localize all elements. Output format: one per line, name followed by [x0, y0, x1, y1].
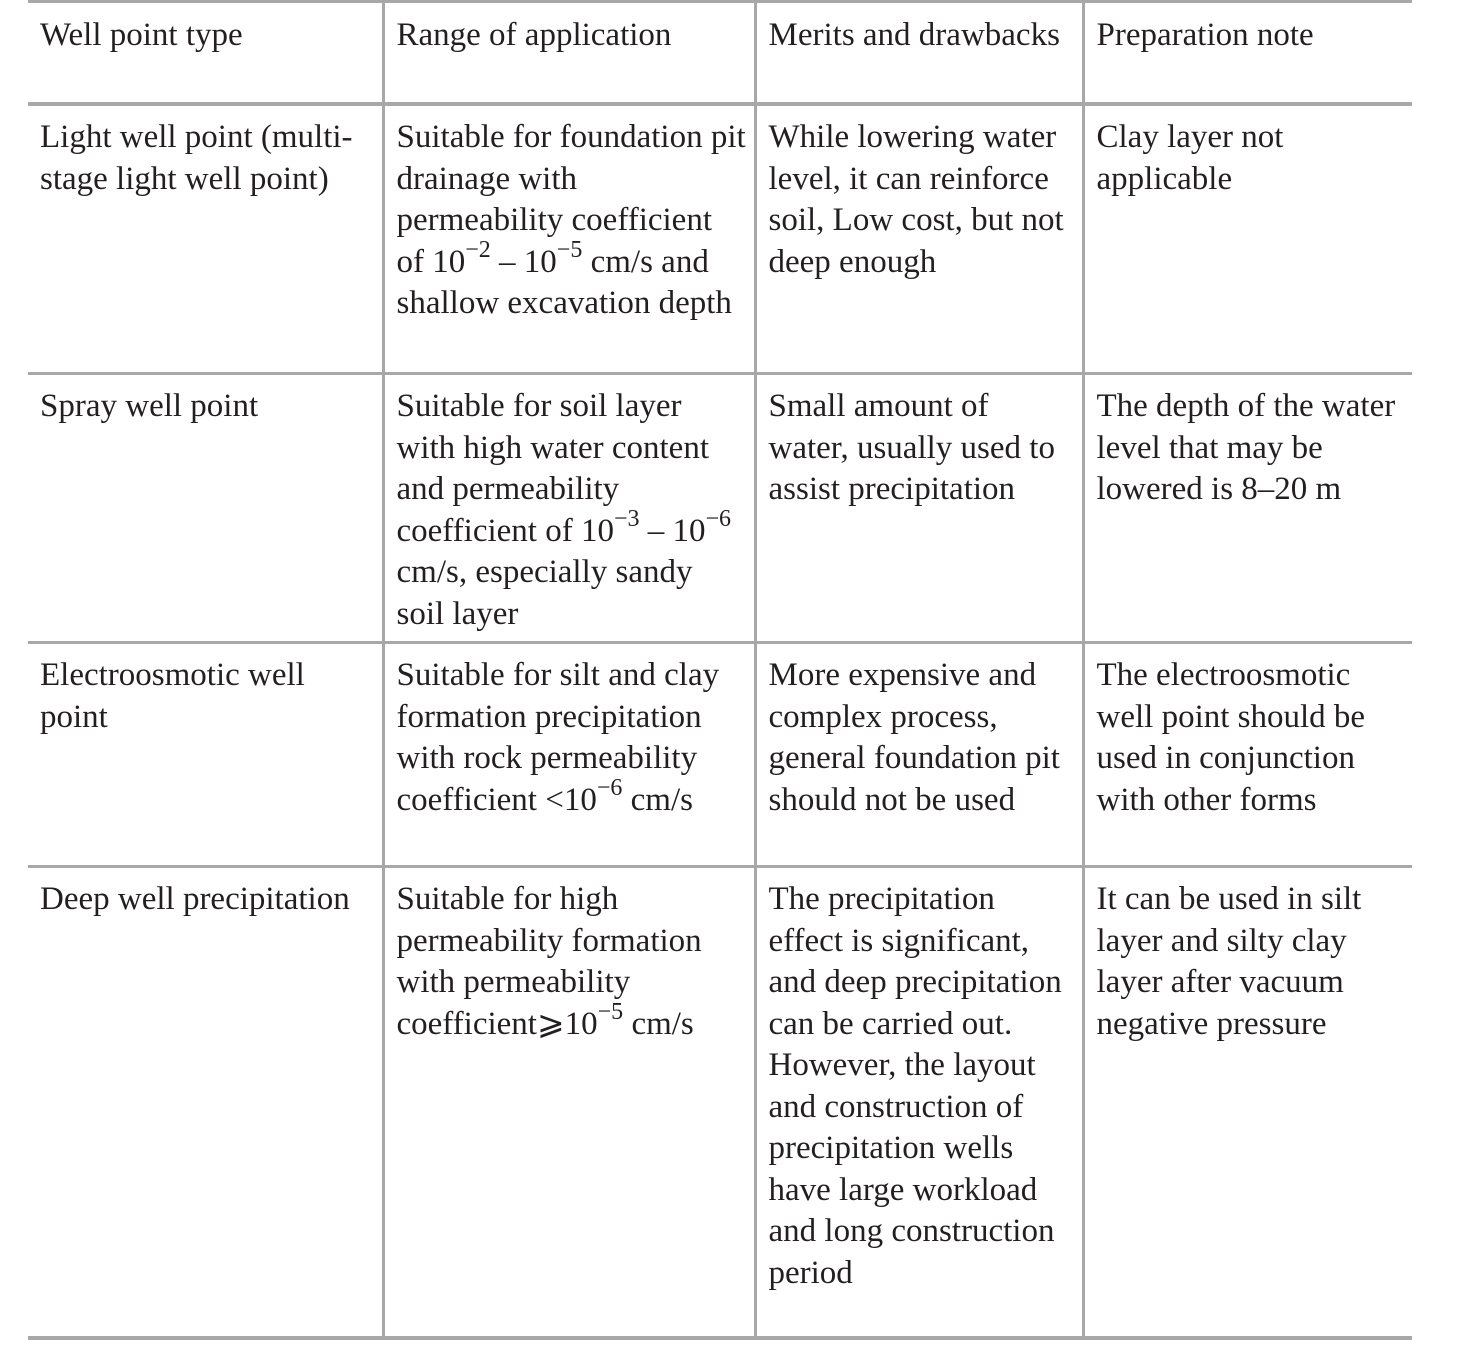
header-row [28, 2, 1412, 105]
table-header [28, 2, 1412, 105]
header-range-of-application: Range of application [383, 2, 755, 105]
cell-well-point-type: Spray well point [28, 374, 383, 643]
range-text: – 10 [490, 243, 557, 280]
cell-preparation-note: It can be used in silt layer and silty clay layer after vacuum negative pressure [1083, 867, 1412, 1339]
cell-well-point-type: Light well point (multi-stage light well point) [28, 104, 383, 374]
range-text: cm/s and shallow excavation depth [396, 243, 732, 321]
header-well-point-type: Well point type [28, 2, 383, 105]
table-row [28, 867, 1412, 1339]
well-point-table [28, 0, 1412, 1340]
cell-merits-and-drawbacks: More expensive and complex process, general foundation pit should not be used [755, 643, 1083, 867]
cell-range-of-application [383, 374, 755, 643]
range-text: cm/s [623, 1005, 694, 1042]
range-exponent: −5 [556, 236, 583, 263]
cell-range-of-application [383, 643, 755, 867]
header-preparation-note: Preparation note [1083, 2, 1412, 105]
range-text: Suitable for soil layer with high water content and permeability coefficient of 10 [396, 388, 710, 549]
range-text: Suitable for foundation pit drainage with permeability coefficient of 10 [396, 119, 746, 280]
table-row [28, 643, 1412, 867]
cell-range-of-application [383, 867, 755, 1339]
table-body [28, 104, 1412, 1338]
cell-merits-and-drawbacks: Small amount of water, usually used to assist precipitation [755, 374, 1083, 643]
range-exponent: −3 [613, 505, 640, 532]
cell-range-of-application [383, 104, 755, 374]
cell-preparation-note: The electroosmotic well point should be used in conjunction with other forms [1083, 643, 1412, 867]
cell-preparation-note: The depth of the water level that may be lowered is 8–20 m [1083, 374, 1412, 643]
range-exponent: −5 [597, 998, 624, 1025]
header-merits-and-drawbacks: Merits and drawbacks [755, 2, 1083, 105]
range-exponent: −6 [705, 505, 732, 532]
cell-merits-and-drawbacks: While lowering water level, it can reinforce soil, Low cost, but not deep enough [755, 104, 1083, 374]
cell-well-point-type: Deep well precipitation [28, 867, 383, 1339]
table-row [28, 104, 1412, 374]
range-exponent: −2 [465, 236, 491, 263]
range-text: Suitable for silt and clay formation precipitation with rock permeability coefficient <10 [396, 657, 720, 818]
cell-preparation-note: Clay layer not applicable [1083, 104, 1412, 374]
table-row [28, 374, 1412, 643]
range-text: Suitable for high permeability formation with permeability coefficient⩾10 [396, 881, 702, 1042]
cell-merits-and-drawbacks: The precipitation effect is significant, and deep precipitation can be carried out. However, the layout and construction of precipitation wells have large workload and long construction period [755, 867, 1083, 1339]
cell-well-point-type: Electroosmotic well point [28, 643, 383, 867]
range-text: cm/s [622, 781, 693, 818]
range-text: – 10 [639, 512, 706, 549]
range-exponent: −6 [596, 774, 623, 801]
range-text: cm/s, especially sandy soil layer [396, 554, 693, 632]
